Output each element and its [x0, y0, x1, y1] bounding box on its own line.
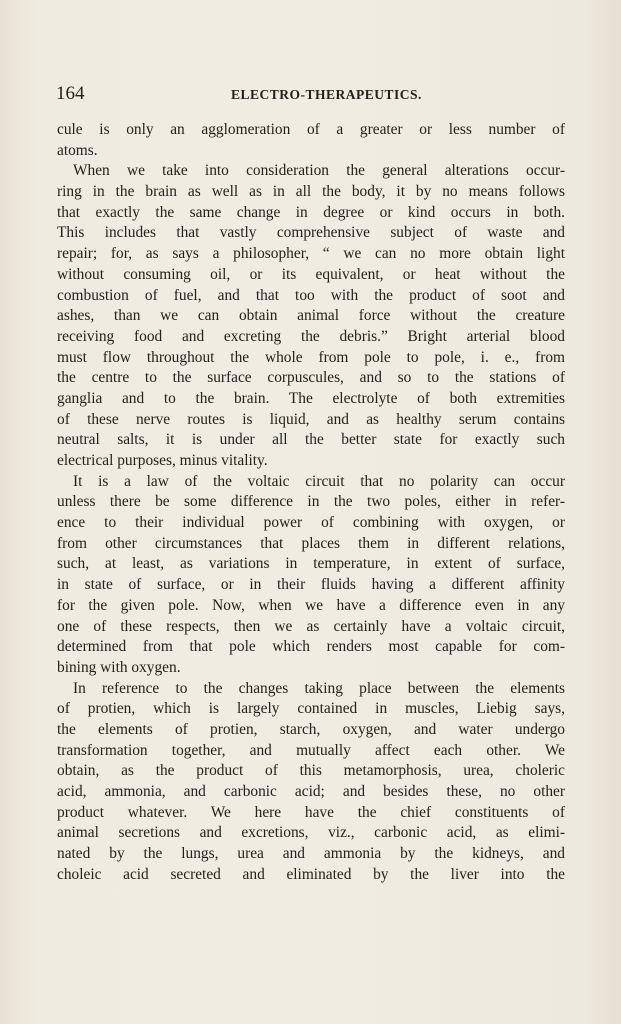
- text-line: ence to their individual power of combining with oxygen, or: [57, 514, 565, 532]
- text-line: electrical purposes, minus vitality.: [57, 452, 268, 469]
- text-line: from other circumstances that places them in different relations,: [57, 534, 565, 552]
- body-text: [57, 120, 565, 885]
- text-line: receiving food and excreting the debris.” Bright arterial blood: [57, 327, 565, 345]
- text-line: ganglia and to the brain. The electrolyte of both extremities: [57, 389, 565, 407]
- text-line: nated by the lungs, urea and ammonia by the kidneys, and: [57, 845, 565, 863]
- text-line: choleic acid secreted and eliminated by the liver into the: [57, 865, 565, 883]
- text-line: product whatever. We here have the chief constituents of: [57, 803, 565, 821]
- text-line: neutral salts, it is under all the better state for exactly such: [57, 431, 565, 449]
- text-line: atoms.: [57, 141, 98, 159]
- text-line: animal secretions and excretions, viz., carbonic acid, as elimi-: [57, 824, 565, 842]
- text-line: repair; for, as says a philosopher, “ we can no more obtain light: [57, 245, 565, 263]
- running-title: ELECTRO-THERAPEUTICS.: [231, 87, 422, 102]
- text-line: without consuming oil, or its equivalent, or heat without the: [57, 265, 565, 283]
- text-line: combustion of fuel, and that too with the product of soot and: [57, 286, 565, 304]
- text-line: that exactly the same change in degree or kind occurs in both.: [57, 203, 565, 221]
- text-line: for the given pole. Now, when we have a difference even in any: [57, 596, 565, 614]
- page-number: 164: [56, 83, 85, 104]
- text-line: such, at least, as variations in temperature, in extent of surface,: [57, 555, 565, 573]
- running-head: [56, 84, 566, 104]
- text-line: transformation together, and mutually affect each other. We: [57, 741, 565, 759]
- text-line: In reference to the changes taking place between the elements: [73, 679, 565, 697]
- text-line: one of these respects, then we as certainly have a voltaic circuit,: [57, 617, 565, 635]
- text-line: must flow throughout the whole from pole to pole, i. e., from: [57, 348, 565, 366]
- text-line: unless there be some difference in the two poles, either in refer-: [57, 493, 565, 511]
- text-line: It is a law of the voltaic circuit that no polarity can occur: [73, 472, 565, 490]
- text-line: the centre to the surface corpuscules, and so to the stations of: [57, 369, 565, 387]
- text-line: obtain, as the product of this metamorphosis, urea, choleric: [57, 762, 565, 780]
- text-line: of protien, which is largely contained in muscles, Liebig says,: [57, 700, 565, 718]
- text-line: of these nerve routes is liquid, and as healthy serum contains: [57, 410, 565, 428]
- text-line: When we take into consideration the general alterations occur-: [73, 162, 565, 180]
- text-line: cule is only an agglomeration of a greater or less number of: [57, 121, 565, 138]
- text-line: in state of surface, or in their fluids having a different affinity: [57, 576, 565, 594]
- text-line: bining with oxygen.: [57, 658, 181, 676]
- text-line: acid, ammonia, and carbonic acid; and besides these, no other: [57, 783, 565, 800]
- text-line: determined from that pole which renders most capable for com-: [57, 638, 565, 656]
- text-line: This includes that vastly comprehensive subject of waste and: [57, 224, 565, 242]
- text-line: ashes, than we can obtain animal force without the creature: [57, 307, 565, 325]
- text-line: the elements of protien, starch, oxygen, and water undergo: [57, 720, 565, 738]
- text-line: ring in the brain as well as in all the body, it by no means follows: [57, 183, 565, 201]
